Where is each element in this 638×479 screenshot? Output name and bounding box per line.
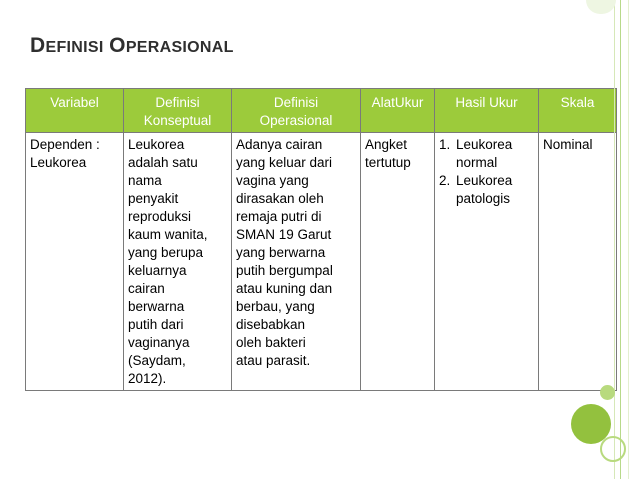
cell-alat-ukur: Angket tertutup [361, 133, 435, 391]
decorative-line-1 [614, 0, 615, 479]
cell-definisi-operasional: Adanya cairan yang keluar dari vagina yang dirasakan oleh remaja putri di SMAN 19 Garut yang berwarna putih bergumpal atau kuning dan berbau, yang disebabkan oleh bakteri atau parasit. [232, 133, 361, 391]
title-rest-1: EFINISI [45, 39, 104, 56]
table-header-row [26, 89, 617, 133]
cell-hasil-ukur [435, 133, 539, 391]
cell-skala: Nominal [539, 133, 617, 391]
title-cap-2: O [109, 34, 126, 57]
header-variabel: Variabel [26, 89, 124, 133]
cell-variabel: Dependen : Leukorea [26, 133, 124, 391]
operational-definition-table [25, 88, 617, 391]
decorative-circle-ring [600, 436, 626, 462]
header-definisi-operasional: Definisi Operasional [232, 89, 361, 133]
decorative-circle-small [600, 385, 615, 400]
cell-definisi-konseptual: Leukorea adalah satu nama penyakit reproduksi kaum wanita, yang berupa keluarnya cairan berwarna putih dari vaginanya (Saydam, 2012). [124, 133, 232, 391]
slide-title [30, 34, 234, 58]
hasil-ukur-list [439, 136, 535, 208]
title-rest-2: PERASIONAL [125, 39, 234, 56]
decorative-circle-pale [586, 0, 616, 14]
header-definisi-konseptual: Definisi Konseptual [124, 89, 232, 133]
title-cap-1: D [30, 34, 46, 57]
decorative-line-2 [620, 0, 621, 479]
header-hasil-ukur: Hasil Ukur [435, 89, 539, 133]
hasil-ukur-item-1: 1. Leukorea normal [454, 136, 535, 172]
header-alat-ukur: AlatUkur [361, 89, 435, 133]
table-row [26, 133, 617, 391]
header-skala: Skala [539, 89, 617, 133]
decorative-line-3 [628, 0, 629, 479]
hasil-ukur-item-2: 2. Leukorea patologis [454, 172, 535, 208]
